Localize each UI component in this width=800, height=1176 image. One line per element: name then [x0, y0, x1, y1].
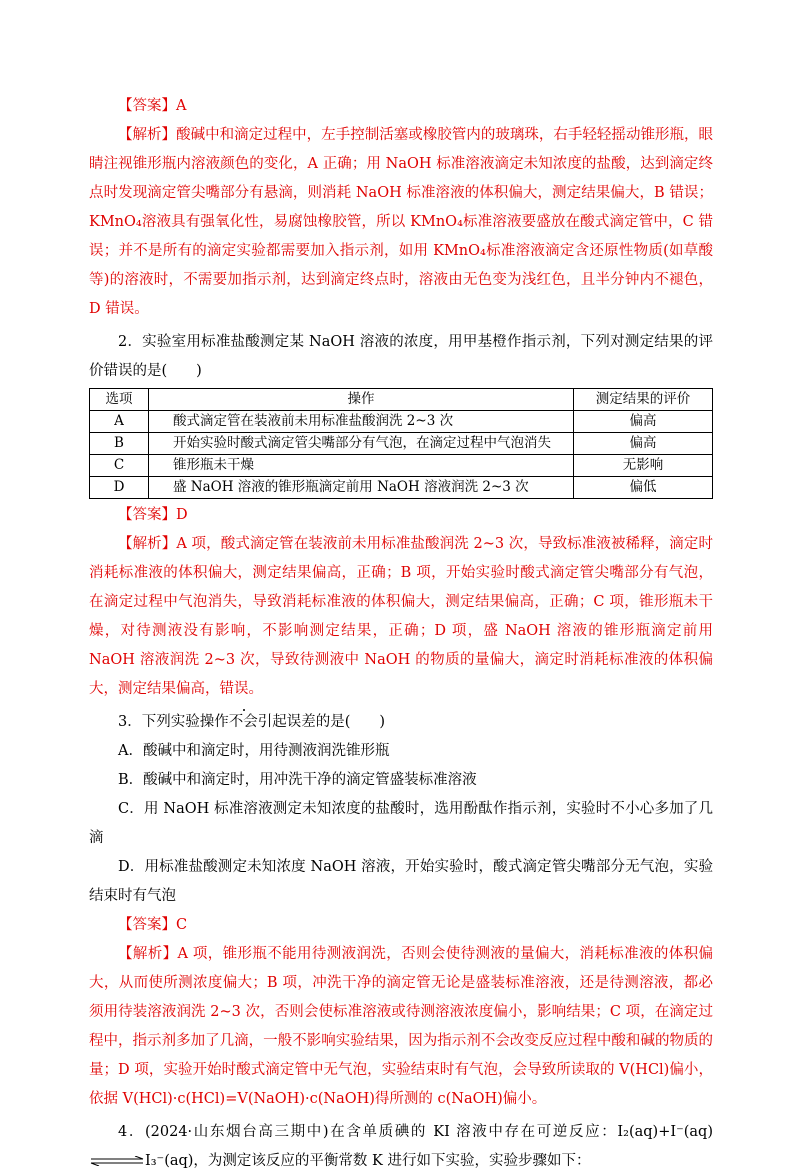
explain-text: A 项，酸式滴定管在装液前未用标准盐酸润洗 2~3 次，导致标准液被稀释，滴定时消耗标准液的体积偏大，测定结果偏高，正确；B 项，开始实验时酸式滴定管尖嘴部分有气泡，在滴定过程中气泡消失，导致消耗标准液的体积偏大，测定结果偏高，正确；C 项，锥形瓶未干燥，对待测液没有影响，不影响测定结果，正确；D 项，盛 NaOH 溶液的锥形瓶滴定前用 NaOH 溶液润洗 2~3 次，导致待测液中 NaOH 的物质的量偏大，滴定时消耗标准液的体积偏大，测定结果偏高，错误。 [89, 536, 713, 697]
table-row [90, 477, 713, 499]
table-header: 选项 [90, 389, 149, 411]
q4-stem-part: I₃⁻(aq)，为测定该反应的平衡常数 K 进行如下实验，实验步骤如下： [145, 1153, 591, 1169]
table-cell: 无影响 [574, 455, 713, 477]
q4-stem-part: 4．(2024·山东烟台高三期中)在含单质碘的 KI 溶液中存在可逆反应：I₂(aq)+I⁻(aq) [118, 1124, 713, 1140]
table-cell: 盛 NaOH 溶液的锥形瓶滴定前用 NaOH 溶液润洗 2~3 次 [149, 477, 574, 499]
table-cell: 开始实验时酸式滴定管尖嘴部分有气泡，在滴定过程中气泡消失 [149, 433, 574, 455]
answer-value: D [176, 507, 188, 523]
q4-stem [89, 1118, 713, 1176]
answer-value: C [176, 917, 188, 933]
q3-option: C．用 NaOH 标准溶液测定未知浓度的盐酸时，选用酚酞作指示剂，实验时不小心多加了几滴 [89, 801, 713, 846]
table-cell: C [90, 455, 149, 477]
answer-label: 【答案】 [118, 98, 176, 114]
table-cell: 酸式滴定管在装液前未用标准盐酸润洗 2~3 次 [149, 411, 574, 433]
table-cell: 偏低 [574, 477, 713, 499]
q3-stem-part: 引起误差的是( ) [257, 714, 386, 730]
table-cell: 锥形瓶未干燥 [149, 455, 574, 477]
q3-option: D．用标准盐酸测定未知浓度 NaOH 溶液，开始实验时，酸式滴定管尖嘴部分无气泡，实验结束时有气泡 [89, 859, 713, 904]
q3-option: A．酸碱中和滴定时，用待测液润洗锥形瓶 [118, 743, 390, 759]
explain-label: 【解析】 [118, 946, 178, 962]
q2-answer [89, 501, 713, 530]
q3-stem [89, 708, 713, 737]
explain-label: 【解析】 [118, 536, 177, 552]
q1-explanation [89, 121, 713, 324]
q3-option: B．酸碱中和滴定时，用冲洗干净的滴定管盛装标准溶液 [118, 772, 477, 788]
explain-text: 酸碱中和滴定过程中，左手控制活塞或橡胶管内的玻璃珠，右手轻轻摇动锥形瓶，眼睛注视锥形瓶内溶液颜色的变化，A 正确；用 NaOH 标准溶液滴定未知浓度的盐酸，达到滴定终点时发现滴定管尖嘴部分有悬滴，则消耗 NaOH 标准溶液的体积偏大，测定结果偏大，B 错误；KMnO₄溶液具有强氧化性，易腐蚀橡胶管，所以 KMnO₄标准溶液要盛放在酸式滴定管中，C 错误；并不是所有的滴定实验都需要加入指示剂，如用 KMnO₄标准溶液滴定含还原性物质(如草酸等)的溶液时，不需要加指示剂，达到滴定终点时，溶液由无色变为浅红色，且半分钟内不褪色，D 错误。 [89, 127, 714, 317]
q3-stem-part: 3．下列实验操作 [118, 714, 229, 730]
q2-stem: 2．实验室用标准盐酸测定某 NaOH 溶液的浓度，用甲基橙作指示剂，下列对测定结果的评价错误的是( ) [89, 334, 713, 379]
q3-answer [89, 911, 713, 940]
answer-label: 【答案】 [118, 507, 176, 523]
answer-label: 【答案】 [118, 917, 176, 933]
table-row [90, 411, 713, 433]
equilibrium-arrow-icon [89, 1156, 145, 1166]
answer-value: A [176, 98, 187, 114]
table-cell: 偏高 [574, 411, 713, 433]
explain-label: 【解析】 [118, 127, 177, 143]
q1-answer [89, 92, 713, 121]
table-header-row [90, 389, 713, 411]
table-cell: 偏高 [574, 433, 713, 455]
table-header: 测定结果的评价 [574, 389, 713, 411]
table-cell: B [90, 433, 149, 455]
explain-text: A 项，锥形瓶不能用待测液润洗，否则会使待测液的量偏大，消耗标准液的体积偏大，从而使所测浓度偏大；B 项，冲洗干净的滴定管无论是盛装标准溶液，还是待测溶液，都必须用待装溶液润洗 2~3 次，否则会使标准溶液或待测溶液浓度偏小，影响结果；C 项，在滴定过程中，指示剂多加了几滴，一般不影响实验结果，因为指示剂不会改变反应过程中酸和碱的物质的量；D 项，实验开始时酸式滴定管中无气泡，实验结束时有气泡，会导致所读取的 V(HCl)偏小，依据 V(HCl)·c(HCl)=V(NaOH)·c(NaOH)得所测的 c(NaOH)偏小。 [89, 946, 714, 1107]
q3-stem-emphasis: 不会 [228, 714, 258, 730]
table-cell: A [90, 411, 149, 433]
q2-table [89, 388, 713, 499]
q3-explanation [89, 940, 713, 1114]
table-row [90, 455, 713, 477]
table-header: 操作 [149, 389, 574, 411]
table-cell: D [90, 477, 149, 499]
document-page [89, 92, 713, 1176]
table-row [90, 433, 713, 455]
q2-explanation [89, 530, 713, 704]
